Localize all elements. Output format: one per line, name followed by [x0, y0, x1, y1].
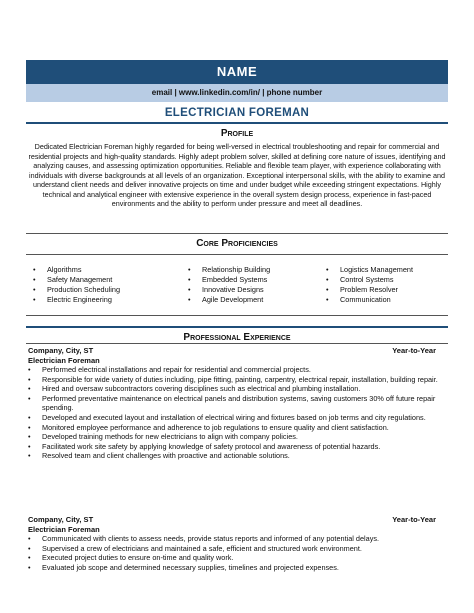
proficiency-column-1	[33, 265, 120, 305]
proficiencies-bottom-divider	[26, 315, 448, 316]
list-item: • Communication	[326, 295, 391, 304]
list-item: • Embedded Systems	[188, 275, 268, 284]
list-item: • Safety Management	[33, 275, 113, 284]
list-item: • Facilitated work site safety by applying knowledge of safety protocol and awareness of potential hazards.	[28, 441, 381, 451]
profile-heading: Profile	[220, 128, 254, 139]
list-item: • Production Scheduling	[33, 285, 121, 294]
title-divider	[26, 122, 448, 124]
job-company: Company, City, ST	[28, 515, 94, 524]
resume-job-title: ELECTRICIAN FOREMAN	[164, 107, 310, 119]
list-item: • Supervised a crew of electricians and maintained a safe, efficient and structured work environment.	[28, 543, 362, 553]
list-item: • Hired and oversaw subcontractors covering disciplines such as electrical and plumbing installation.	[28, 384, 361, 394]
list-item: • Agile Development	[188, 295, 264, 304]
list-item: • Executed project duties to ensure on-time and quality work.	[28, 553, 234, 563]
list-item: • Electric Engineering	[33, 295, 112, 304]
list-item: • Monitored employee performance and adherence to job regulations to ensure quality and client satisfaction.	[28, 422, 389, 432]
resume-name: NAME	[216, 64, 258, 79]
contact-bar	[26, 84, 448, 102]
experience-top-divider	[26, 326, 448, 328]
list-item: • Developed and executed layout and installation of electrical wiring and fixtures based on job terms and city regulations.	[28, 412, 426, 422]
profile-divider	[26, 233, 448, 234]
job-bullets-2	[28, 534, 446, 572]
proficiency-column-2	[188, 265, 270, 305]
list-item: • Developed training methods for new electricians to align with company policies.	[28, 432, 298, 442]
list-item: • Algorithms	[33, 265, 82, 274]
list-item: • Innovative Designs	[188, 285, 264, 294]
list-item: • Logistics Management	[326, 265, 414, 274]
list-item: • Responsible for wide variety of duties including, pipe fitting, painting, carpentry, electrical repair, installation, building repair.	[28, 374, 438, 384]
job-dates: Year-to-Year	[392, 346, 436, 355]
job-header-1	[28, 346, 100, 365]
experience-bottom-divider	[26, 343, 448, 344]
profile-text: Dedicated Electrician Foreman highly regarded for being well-versed in electrical troubleshooting and repair for commercial and residential projects and high-quality standards. Highly adept problem solver, skilled at defining core nature of issues, identifying and analyzing causes, and assessing optimization opportunities. Reliable and flexible team player, with experience collaborating with individuals with diverse backgrounds at all levels of an organization. Exceptional interpersonal skills, with the ability to examine and understand client needs and deliver innovative projects on time and under budget while exceeding stringent expectations. Highly technical and analytical engineer with extensive experience in the overall system design process, experience in fast-paced environments and the ability to perform under pressure and meet all deadlines.	[28, 142, 446, 208]
experience-heading: Professional Experience	[183, 332, 291, 343]
job-dates: Year-to-Year	[392, 515, 436, 524]
proficiencies-heading: Core Proficiencies	[196, 238, 278, 249]
list-item: • Performed electrical installations and repair for residential and commercial projects.	[28, 365, 311, 374]
job-bullets-1	[28, 365, 446, 461]
list-item: • Performed preventative maintenance on electrical panels and distribution systems, saving customers 30% off future repair spending.	[28, 393, 436, 413]
job-role: Electrician Foreman	[28, 524, 100, 534]
list-item: • Resolved team and client challenges with proactive and actionable solutions.	[28, 451, 290, 461]
list-item: • Control Systems	[326, 275, 394, 284]
name-banner	[26, 60, 448, 84]
job-header-2	[28, 515, 100, 534]
proficiency-column-3	[326, 265, 413, 305]
job-company: Company, City, ST	[28, 346, 94, 355]
list-item: • Communicated with clients to assess needs, provide status reports and informed of any potential delays.	[28, 534, 380, 543]
list-item: • Evaluated job scope and determined necessary supplies, timelines and projected expenses.	[28, 562, 339, 572]
contact-line: email | www.linkedin.com/in/ | phone number	[151, 88, 323, 97]
job-role: Electrician Foreman	[28, 355, 100, 365]
proficiencies-top-divider	[26, 254, 448, 255]
list-item: • Relationship Building	[188, 265, 271, 274]
list-item: • Problem Resolver	[326, 285, 398, 294]
